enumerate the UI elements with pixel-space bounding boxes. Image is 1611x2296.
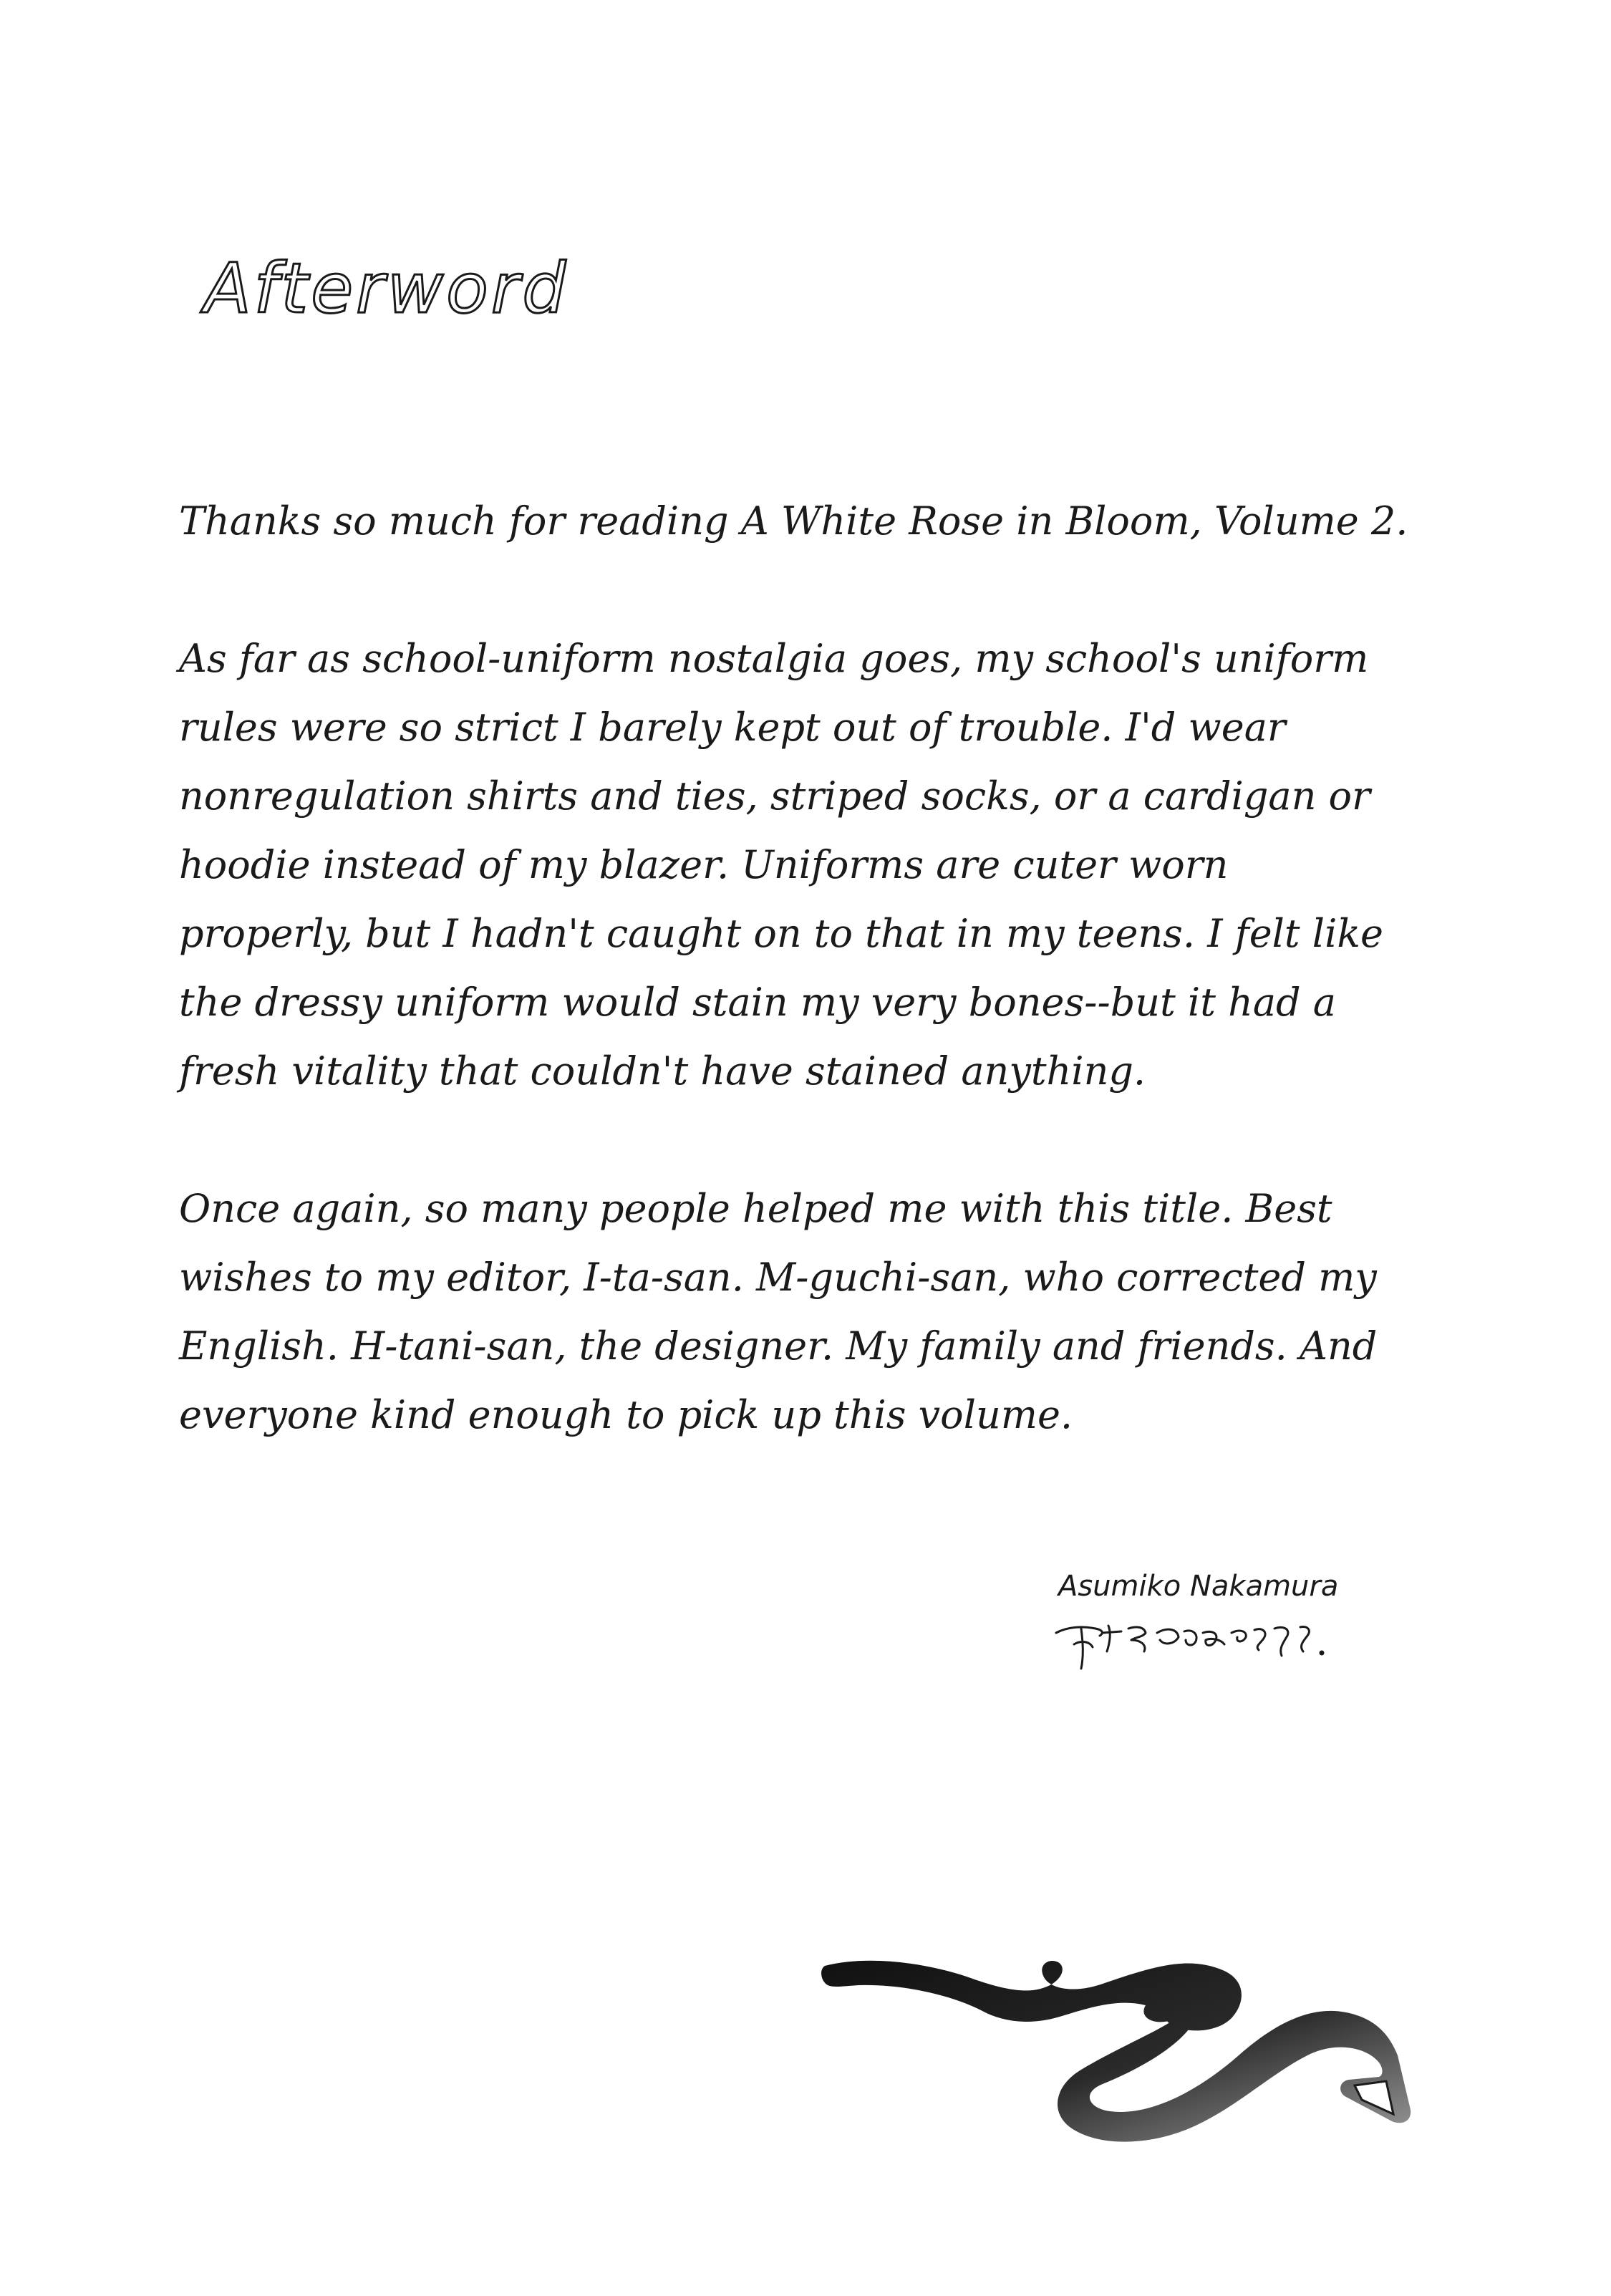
paragraph-acknowledgements: Once again, so many people helped me with this title. Best wishes to my editor, I-ta-san. M-guchi-san, who corrected my English. H-tani-san, the designer. My family and friends. And everyone kind enough to pick up this volume. bbox=[179, 1186, 1378, 1437]
author-name: Asumiko Nakamura bbox=[1058, 1570, 1339, 1603]
book-title: A White Rose in Bloom, bbox=[740, 498, 1202, 544]
ribbon-ornament-icon bbox=[816, 1934, 1432, 2156]
page-title: Afterword bbox=[204, 249, 569, 329]
paragraph-thanks bbox=[179, 487, 1411, 556]
afterword-body bbox=[179, 487, 1411, 1450]
paragraph-uniform: As far as school-uniform nostalgia goes, my school's uniform rules were so strict I barely kept out of trouble. I'd wear nonregulation shirts and ties, striped socks, or a cardigan or hoodie instead of my blazer. Uniforms are cuter worn properly, but I hadn't caught on to that in my teens. I felt like the dressy uniform would stain my very bones--but it had a fresh vitality that couldn't have stained anything. bbox=[179, 636, 1384, 1094]
author-signature-icon bbox=[1053, 1611, 1332, 1676]
thanks-text-start: Thanks so much for reading bbox=[179, 498, 741, 544]
thanks-text-end: Volume 2. bbox=[1201, 498, 1408, 544]
